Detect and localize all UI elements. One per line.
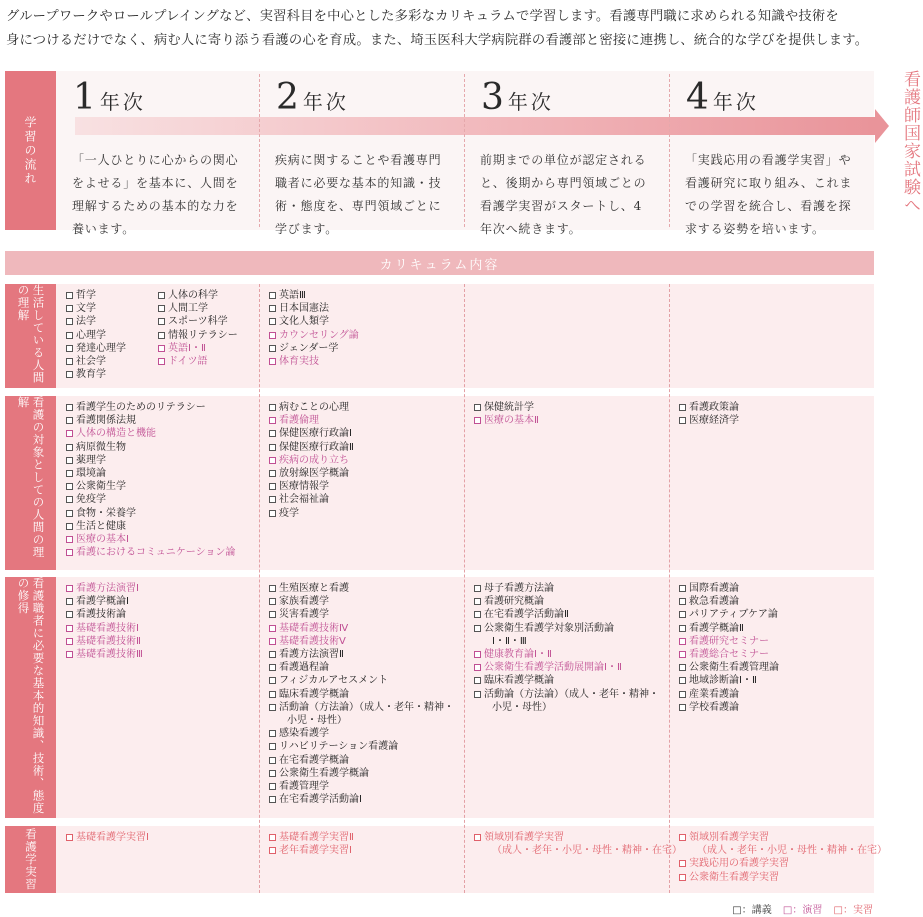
course-item: 公衆衛生看護学実習 [679,871,874,884]
course-item: 看護政策論 [679,401,874,414]
column-divider [669,284,670,893]
course-list [474,401,669,427]
course-item: 基礎看護技術Ⅳ [269,622,464,635]
course-list [679,401,874,427]
course-item: 免疫学 [66,493,259,506]
course-item: 母子看護方法論 [474,582,669,595]
flow-label-text: 学習の流れ [23,115,37,186]
flow-arrow-head-icon [875,109,889,143]
course-item: 病むことの心理 [269,401,464,414]
cell-object-y2 [259,396,464,570]
course-item: フィジカルアセスメント [269,674,464,687]
year-4 [669,71,874,236]
course-item: 心理学 [66,329,158,342]
year-2 [259,71,464,236]
course-list [474,831,682,857]
row-label-text: 看護学実習 [24,828,38,891]
course-item: 疾病の成り立ち [269,454,464,467]
course-item: 基礎看護技術Ⅲ [66,648,259,661]
cell-practicum-y1 [56,826,259,893]
course-list [269,582,464,806]
course-item: 教育学 [66,368,158,381]
course-item: 人間工学 [158,302,250,315]
course-list [679,831,887,884]
intro-line-1: グループワークやロールプレイングなど、実習科目を中心とした多彩なカリキュラムで学習します。看護専門職に求められる知識や技術を [6,9,839,24]
course-item: 救急看護論 [679,595,874,608]
year-4-desc: 「実践応用の看護学実習」や看護研究に取り組み、これまでの学習を統合し、看護を探求する姿勢を培います。 [685,153,853,236]
course-item: 基礎看護学実習Ⅱ [269,831,464,844]
course-item: 文学 [66,302,158,315]
legend-practicum: □：実習 [833,905,873,916]
course-item: 感染看護学 [269,727,464,740]
course-item: 看護方法演習Ⅰ [66,582,259,595]
course-item: パリアティブケア論 [679,608,874,621]
course-item: 健康教育論Ⅰ・Ⅱ [474,648,669,661]
course-item: 医療の基本Ⅱ [474,414,669,427]
course-item: 基礎看護学実習Ⅰ [66,831,259,844]
course-item: 哲学 [66,289,158,302]
course-item: 看護方法演習Ⅱ [269,648,464,661]
course-item: 活動論（方法論）（成人・老年・精神・ [474,688,669,701]
course-item: （成人・老年・小児・母性・精神・在宅） [697,845,887,857]
course-item: 看護学概論Ⅱ [679,622,874,635]
course-item: 看護過程論 [269,661,464,674]
course-item: 公衆衛生学 [66,480,259,493]
course-list [269,401,464,520]
year-3-title: 3 年次 [481,77,554,118]
course-item: 人体の科学 [158,289,250,302]
curriculum-header: カリキュラム内容 [5,251,874,275]
course-item: リハビリテーション看護論 [269,740,464,753]
course-item: 情報リテラシー [158,329,250,342]
course-item: 公衆衛生看護学概論 [269,767,464,780]
year-2-title: 2 年次 [276,77,349,118]
course-item: ジェンダー学 [269,342,464,355]
course-item: 看護技術論 [66,608,259,621]
course-item: 保健医療行政論Ⅱ [269,441,464,454]
cell-object-y3 [464,396,669,570]
course-item: 英語Ⅲ [269,289,464,302]
course-item: 基礎看護技術Ⅱ [66,635,259,648]
legend-lecture: □：講義 [732,905,772,916]
course-list [269,289,464,368]
course-list [66,289,158,381]
course-item: 看護学生のためのリテラシー [66,401,259,414]
course-item: 生活と健康 [66,520,259,533]
course-item: 国際看護論 [679,582,874,595]
course-item: 老年看護学実習Ⅰ [269,844,464,857]
course-item: カウンセリング論 [269,329,464,342]
row-label-life [5,284,56,388]
course-item: スポーツ科学 [158,315,250,328]
row-label-object [5,396,56,570]
year-2-desc: 疾病に関することや看護専門職者に必要な基本的知識・技術・態度を、専門領域ごとに学びます。 [275,153,442,236]
course-list [66,831,259,844]
course-item: 医療の基本Ⅰ [66,533,259,546]
course-item: 小児・母性） [287,715,347,727]
course-item: 臨床看護学概論 [269,688,464,701]
row-label-nursing [5,577,56,818]
course-item: 在宅看護学活動論Ⅱ [474,608,669,621]
course-list [474,582,669,714]
course-item: 医療情報学 [269,480,464,493]
course-item: 食物・栄養学 [66,507,259,520]
course-item: 公衆衛生看護学活動展開論Ⅰ・Ⅱ [474,661,669,674]
course-item: 看護におけるコミュニケーション論 [66,546,259,559]
course-item: 薬理学 [66,454,259,467]
course-item: 産業看護論 [679,688,874,701]
course-item: Ⅰ・Ⅱ・Ⅲ [492,635,527,647]
year-1 [56,71,259,236]
course-item: 小児・母性） [492,701,552,713]
row-label-practicum [5,826,56,893]
course-item: 領域別看護学実習 [474,831,669,844]
course-item: 日本国憲法 [269,302,464,315]
cell-nursing-y2 [259,577,464,818]
course-item: 看護研究概論 [474,595,669,608]
course-item: 災害看護学 [269,608,464,621]
course-item: 疫学 [269,507,464,520]
goal-national-exam: 看護師国家試験へ [900,70,920,214]
course-item: 看護研究セミナー [679,635,874,648]
row-label-text: 生活している人間の理解 [16,284,46,384]
course-item: 環境論 [66,467,259,480]
course-item: 在宅看護学概論 [269,754,464,767]
year-4-title: 4 年次 [686,77,759,118]
course-list [66,582,259,661]
course-item: 領域別看護学実習 [679,831,874,844]
course-item: 看護学概論Ⅰ [66,595,259,608]
course-item: （成人・老年・小児・母性・精神・在宅） [492,845,682,857]
course-item: 社会福祉論 [269,493,464,506]
course-item: 基礎看護技術Ⅰ [66,622,259,635]
cell-object-y1 [56,396,259,570]
course-item: 病原微生物 [66,441,259,454]
course-item: 家族看護学 [269,595,464,608]
year-1-desc: 「一人ひとりに心からの関心をよせる」を基本に、人間を理解するための基本的な力を養います。 [72,153,239,236]
cell-practicum-y3 [464,826,682,893]
course-item: ドイツ語 [158,355,250,368]
cell-practicum-y4 [669,826,887,893]
cell-life-y1 [56,284,259,388]
course-list [158,289,250,381]
row-label-text: 看護職者に必要な基本的知識、技術、態度の修得 [16,577,46,815]
cell-nursing-y4 [669,577,874,818]
year-3-desc: 前期までの単位が認定されると、後期から専門領域ごとの看護学実習がスタートし、4年次へ続きます。 [480,153,647,236]
course-item: 発達心理学 [66,342,158,355]
column-divider [259,284,260,893]
course-item: 社会学 [66,355,158,368]
legend [724,901,873,916]
course-item: 公衆衛生看護管理論 [679,661,874,674]
cell-nursing-y3 [464,577,669,818]
cell-object-y4 [669,396,874,570]
course-item: 保健医療行政論Ⅰ [269,427,464,440]
flow-label [5,71,56,230]
cell-life-y2 [259,284,464,388]
course-item: 保健統計学 [474,401,669,414]
course-item: 公衆衛生看護学対象別活動論 [474,622,669,635]
course-item: 看護倫理 [269,414,464,427]
year-3 [464,71,669,236]
course-item: 人体の構造と機能 [66,427,259,440]
cell-practicum-y2 [259,826,464,893]
column-divider [464,284,465,893]
course-item: 生殖医療と看護 [269,582,464,595]
course-item: 地域診断論Ⅰ・Ⅱ [679,674,874,687]
course-item: 基礎看護技術Ⅴ [269,635,464,648]
cell-nursing-y1 [56,577,259,818]
course-item: 文化人類学 [269,315,464,328]
course-item: 法学 [66,315,158,328]
year-1-title: 1 年次 [73,77,146,118]
course-item: 看護総合セミナー [679,648,874,661]
course-list [66,401,259,559]
legend-exercise: □：演習 [782,905,823,916]
intro-line-2: 身につけるだけでなく、病む人に寄り添う看護の心を育成。また、埼玉医科大学病院群の看護部と密接に連携し、統合的な学びを提供します。 [6,33,869,48]
course-item: 看護管理学 [269,780,464,793]
course-item: 体育実技 [269,355,464,368]
course-item: 学校看護論 [679,701,874,714]
course-item: 在宅看護学活動論Ⅰ [269,793,464,806]
course-item: 看護関係法規 [66,414,259,427]
course-item: 臨床看護学概論 [474,674,669,687]
course-list [679,582,874,714]
course-item: 実践応用の看護学実習 [679,857,874,870]
row-label-text: 看護の対象としての人間の理解 [16,396,46,559]
course-item: 英語Ⅰ・Ⅱ [158,342,250,355]
course-item: 放射線医学概論 [269,467,464,480]
course-item: 活動論（方法論）（成人・老年・精神・ [269,701,464,714]
course-list [269,831,464,857]
course-item: 医療経済学 [679,414,874,427]
intro-text [6,5,906,53]
